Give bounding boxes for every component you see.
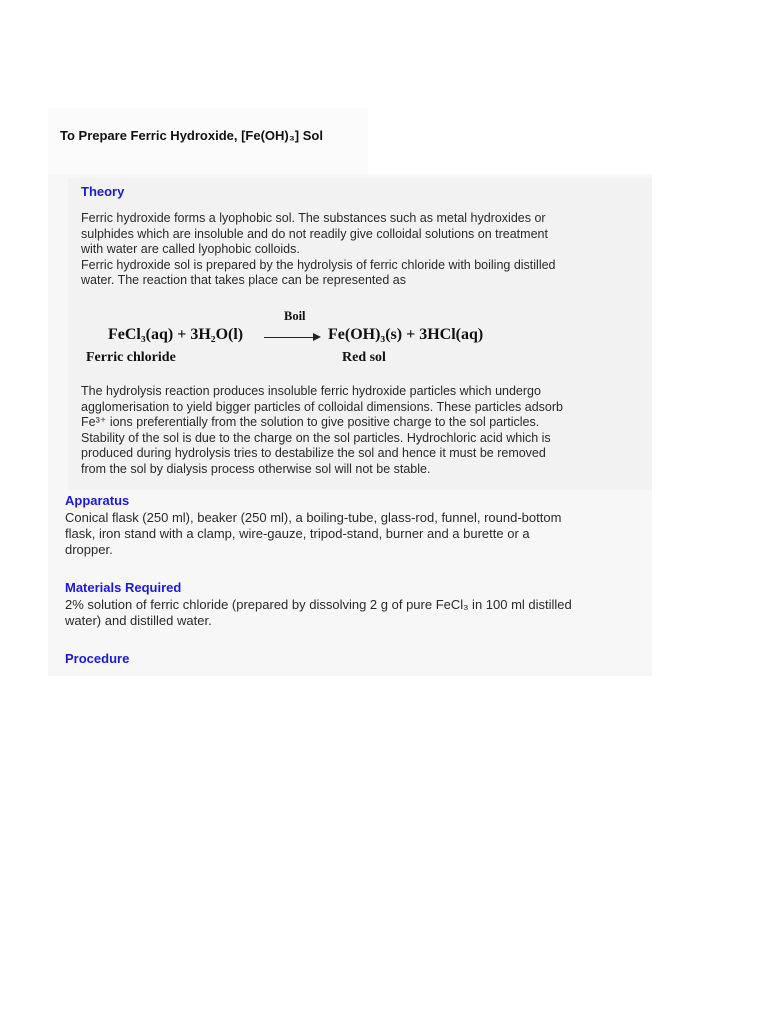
- theory-line: with water are called lyophobic colloids.: [81, 242, 300, 257]
- materials-line: 2% solution of ferric chloride (prepared by dissolving 2 g of pure FeCl₃ in 100 ml distilled: [65, 597, 572, 612]
- theory-paragraph-1: [81, 211, 556, 289]
- apparatus-text: [65, 510, 561, 558]
- theory-line: The hydrolysis reaction produces insoluble ferric hydroxide particles which undergo: [81, 384, 541, 398]
- theory-line: from the sol by dialysis process otherwise sol will not be stable.: [81, 461, 431, 476]
- theory-line: water. The reaction that takes place can be represented as: [81, 273, 406, 288]
- theory-line: sulphides which are insoluble and do not readily give colloidal solutions on treatment: [81, 226, 548, 241]
- reactant-label: Ferric chloride: [86, 350, 176, 365]
- content-box: [48, 174, 652, 676]
- apparatus-line: Conical flask (250 ml), beaker (250 ml), a boiling-tube, glass-rod, funnel, round-bottom: [65, 510, 562, 525]
- theory-panel: [68, 178, 652, 490]
- reaction-arrow-head: [313, 333, 321, 341]
- theory-heading: Theory: [81, 184, 125, 199]
- theory-line: Fe³⁺ ions preferentially from the solution to give positive charge to the sol particles.: [81, 415, 540, 430]
- theory-line: Ferric hydroxide forms a lyophobic sol. The substances such as metal hydroxides or: [81, 211, 546, 225]
- theory-paragraph-2: [81, 384, 563, 478]
- product-label: Red sol: [342, 350, 386, 365]
- reaction-reactants: FeCl₃(aq) + 3H₂O(l): [108, 326, 244, 343]
- procedure-heading: Procedure: [65, 651, 130, 666]
- apparatus-heading: Apparatus: [65, 493, 130, 508]
- materials-line: water) and distilled water.: [65, 613, 212, 628]
- apparatus-line: dropper.: [65, 542, 113, 557]
- reaction-arrow: [264, 337, 314, 338]
- reaction-condition: Boil: [284, 309, 306, 323]
- theory-line: Stability of the sol is due to the charge on the sol particles. Hydrochloric acid which is: [81, 430, 551, 445]
- theory-line: Ferric hydroxide sol is prepared by the hydrolysis of ferric chloride with boiling distilled: [81, 257, 556, 272]
- materials-text: [65, 597, 572, 629]
- reaction-products: Fe(OH)₃(s) + 3HCl(aq): [328, 326, 484, 343]
- apparatus-line: flask, iron stand with a clamp, wire-gauze, tripod-stand, burner and a burette or a: [65, 526, 530, 541]
- title-box: [48, 108, 368, 174]
- materials-heading: Materials Required: [65, 580, 182, 595]
- theory-line: produced during hydrolysis tries to destabilize the sol and hence it must be removed: [81, 446, 546, 461]
- theory-line: agglomerisation to yield bigger particles of colloidal dimensions. These particles adsorb: [81, 399, 563, 414]
- page-title: To Prepare Ferric Hydroxide, [Fe(OH)₃] Sol: [60, 128, 323, 143]
